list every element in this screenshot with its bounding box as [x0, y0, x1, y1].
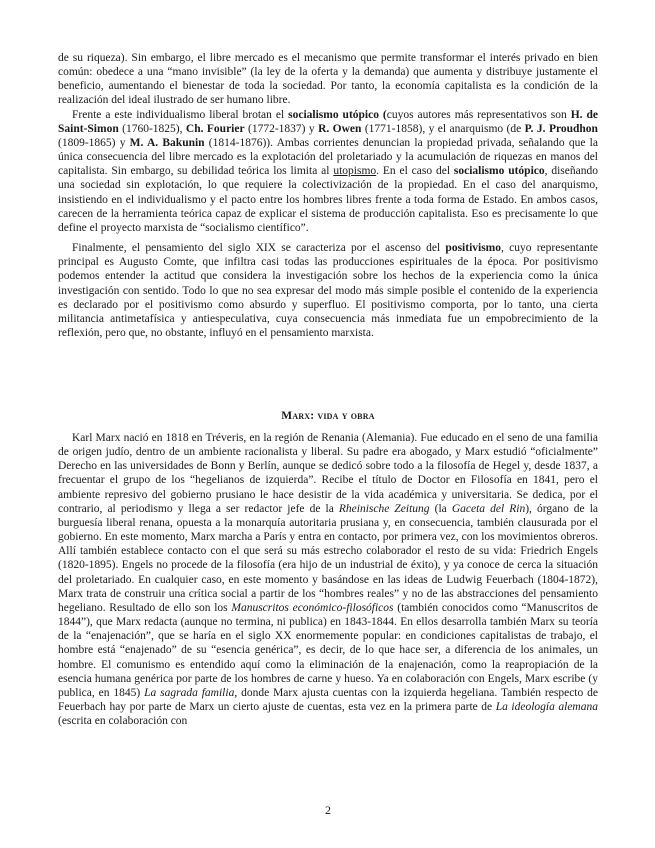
- title-rheinische-zeitung: Rheinische Zeitung: [338, 502, 430, 515]
- author-owen: R. Owen: [318, 122, 362, 135]
- paragraph-liberal-market: de su riqueza). Sin embargo, el libre mercado es el mecanismo que permite transformar el interés privado en bien común: obedece a una “mano invisible” (la ley de la oferta y la demanda) que aumenta y distribuye justamente el beneficio, aumentando el bienestar de toda la sociedad. Por tanto, la economía capitalista es la condición de la realización del ideal ilustrado de ser humano libre.: [58, 52, 598, 107]
- author-proudhon: P. J. Proudhon: [524, 122, 598, 135]
- term-positivismo: positivismo: [445, 242, 502, 255]
- paragraph-marx-biography: Karl Marx nació en 1818 en Tréveris, en la región de Renania (Alemania). Fue educado en el seno de una familia de origen judío, dentro de un ambiente racionalista y liberal. Su padre era abogado, y Marx estudió “oficialmente” Derecho en las universidades de Bonn y Berlín, aunque se dedicó sobre todo a la filosofía de Hegel y, desde 1837, a frecuentar el grupo de los “hegelianos de izquierda”. Recibe el título de Doctor en Filosofía en 1841, pero el ambiente represivo del gobierno prusiano le hace desistir de la vida académica y universitaria. Se dedica, por el contrario, al periodismo y llega a ser redactor jefe de la Rheinische Zeitung (la Gaceta del Rin), órgano de la burguesía liberal renana, opuesta a la monarquía autoritaria prusiana y, en consecuencia, también clausurada por el gobierno. En este momento, Marx marcha a París y entra en contacto, por primera vez, con los movimientos obreros. Allí también establece contacto con el que será su más estrecho colaborador el resto de su vida: Friedrich Engels (1820-1895). Engels no procede de la filosofía (era hijo de un industrial de éxito), y ya conoce de cerca la situación del proletariado. En cualquier caso, en este momento y basándose en las ideas de Ludwig Feuerbach (1804-1872), Marx trata de construir una crítica social a partir de los “hombres reales” y no de las abstracciones del pensamiento hegeliano. Resultado de ello son los Manuscritos económico-filosóficos (también conocidos como “Manuscritos de 1844”), que Marx redacta (aunque no termina, ni publica) en 1843-1844. En ellos desarrolla también Marx su teoría de la “enajenación”, que se haría en el siglo XX enormemente popular: en condiciones capitalistas de trabajo, el hombre está “enajenado” de su “esencia genérica”, es decir, de lo que hace ser, a diferencia de los animales, un hombre. El comunismo es entendido aquí como la eliminación de la enajenación, como la reapropiación de la esencia humana genérica por parte de los hombres de carne y hueso. Ya en colaboración con Engels, Marx escribe (y publica, en 1845) La sagrada familia, donde Marx ajusta cuentas con la izquierda hegeliana. También respecto de Feuerbach hay por parte de Marx un cierto ajuste de cuentas, esta vez en la primera parte de La ideología alemana (escrita en colaboración con: [58, 432, 598, 728]
- title-manuscritos: Manuscritos económico-filosóficos: [231, 601, 394, 614]
- term-socialismo-utopico: socialismo utópico (: [288, 108, 387, 121]
- term-socialismo-utopico-2: socialismo utópico: [453, 165, 545, 178]
- title-gaceta-del-rin: Gaceta del Rin: [451, 502, 526, 515]
- paragraph-utopian-socialism: Frente a este individualismo liberal brotan el socialismo utópico (cuyos autores más representativos son H. de Saint-Simon (1760-1825), Ch. Fourier (1772-1837) y R. Owen (1771-1858), y el anarquismo (de P. J. Proudhon (1809-1865) y M. A. Bakunin (1814-1876)). Ambas corrientes denuncian la propiedad privada, señalando que la única consecuencia del libre mercado es la explotación del proletariado y la acumulación de riquezas en manos del capitalista. Sin embargo, su debilidad teórica los limita al utopismo. En el caso del socialismo utópico, diseñando una sociedad sin explotación, lo que requiere la colectivización de la propiedad. En el caso del anarquismo, insistiendo en el individualismo y el pacto entre los hombres libres frente a toda forma de Estado. En ambos casos, carecen de la herramienta teórica capaz de explicar el sistema de producción capitalista. Eso es precisamente lo que define el proyecto marxista de “socialismo científico”.: [58, 108, 598, 234]
- page-number: 2: [325, 803, 331, 817]
- title-ideologia-alemana: La ideología alemana: [495, 700, 598, 713]
- author-fourier: Ch. Fourier: [185, 122, 245, 135]
- author-saint-simon: H. de Saint-Simon: [58, 108, 598, 135]
- paragraph-positivism: Finalmente, el pensamiento del siglo XIX se caracteriza por el ascenso del positivismo, cuyo representante principal es Augusto Comte, que infiltra casi todas las producciones espirituales de la época. Por positivismo podemos entender la actitud que considera la investigación sobre los hechos de la experiencia como la única investigación con sentido. Todo lo que no sea expresar del modo más simple posible el contenido de la experiencia es declarado por el positivismo como absurdo y superfluo. El positivismo comporta, por lo tanto, una cierta militancia antimetafísica y antiespeculativa, cuya consecuencia más inmediata fue un empobrecimiento de la reflexión, pero que, no obstante, influyó en el pensamiento marxista.: [58, 242, 598, 339]
- author-bakunin: M. A. Bakunin: [129, 136, 205, 149]
- biography-text-block: [58, 431, 598, 728]
- intro-text-block: [58, 51, 598, 340]
- title-sagrada-familia: La sagrada familia: [144, 686, 235, 699]
- section-heading: Marx: vida y obra: [281, 410, 375, 422]
- term-utopismo: utopismo: [333, 165, 377, 178]
